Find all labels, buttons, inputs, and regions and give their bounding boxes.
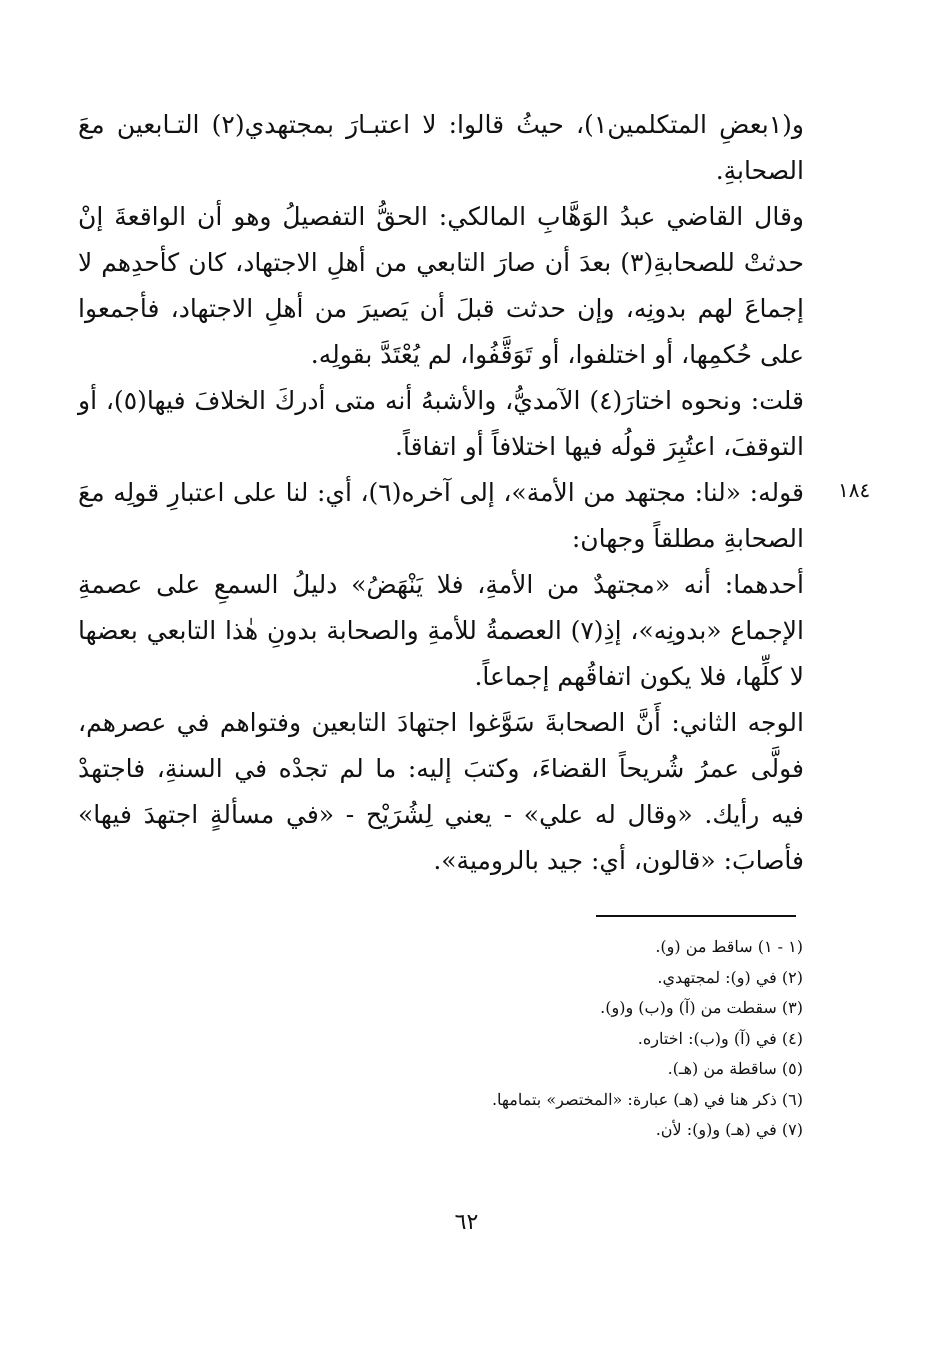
main-text xyxy=(78,102,804,884)
footnotes xyxy=(300,932,803,1146)
margin-page-reference: ١٨٤ xyxy=(838,478,871,502)
paragraph: أحدهما: أنه «مجتهدٌ من الأمةِ، فلا يَنْهَضُ» دليلُ السمعِ على عصمةِ الإجماع «بدونِه»، إذِ(٧) العصمةُ للأمةِ والصحابة بدونِ هٰذا التابعي بعضها لا كلِّها، فلا يكون اتفاقُهم إجماعاً. xyxy=(78,570,804,691)
footnote: (٣) سقطت من (آ) و(ب) و(و). xyxy=(600,998,803,1017)
footnote: (٢) في (و): لمجتهدي. xyxy=(657,967,803,987)
paragraph: الوجه الثاني: أَنَّ الصحابةَ سَوَّغوا اجتهادَ التابعين وفتواهم في عصرهم، فولَّى عمرُ شُريحاً القضاءَ، وكتبَ إليه: ما لم تجدْه في السنةِ، فاجتهدْ فيه رأيك. «وقال له علي» - يعني لِشُرَيْح - «في مسألةٍ اجتهدَ فيها» فأصابَ: «قالون، أي: جيد بالرومية». xyxy=(78,708,804,875)
page-number: ٦٢ xyxy=(454,1210,479,1235)
paragraph: وقال القاضي عبدُ الوَهَّابِ المالكي: الحقُّ التفصيلُ وهو أن الواقعةَ إنْ حدثتْ للصحابةِ(٣) بعدَ أن صارَ التابعي من أهلِ الاجتهاد، كان كأحدِهم لا إجماعَ لهم بدونِه، وإن حدثت قبلَ أن يَصيرَ من أهلِ الاجتهاد، فأجمعوا على حُكمِها، أو اختلفوا، أو تَوَقَّفُوا، لم يُعْتَدَّ بقولِه. xyxy=(78,202,805,369)
footnote: (٦) ذكر هنا في (هـ) عبارة: «المختصر» بتمامها. xyxy=(491,1089,803,1109)
paragraph: قلت: ونحوه اختارَ(٤) الآمديُّ، والأشبهُ أنه متى أدركَ الخلافَ فيها(٥)، أو التوقفَ، اعتُبِرَ قولُه فيها اختلافاً أو اتفاقاً. xyxy=(78,386,804,461)
footnote: (٤) في (آ) و(ب): اختاره. xyxy=(637,1028,803,1048)
footnote-separator xyxy=(596,915,796,917)
paragraph: قوله: «لنا: مجتهد من الأمة»، إلى آخره(٦)، أي: لنا على اعتبارِ قولِه معَ الصحابةِ مطلقاً وجهان: xyxy=(78,478,804,553)
footnote: (١ - ١) ساقط من (و). xyxy=(655,937,803,956)
paragraph: و(١بعضِ المتكلمين١)، حيثُ قالوا: لا اعتبـارَ بمجتهدي(٢) التـابعين معَ الصحابةِ. xyxy=(78,110,804,185)
footnote: (٥) ساقطة من (هـ). xyxy=(667,1059,803,1078)
footnote: (٧) في (هـ) و(و): لأن. xyxy=(655,1120,803,1139)
